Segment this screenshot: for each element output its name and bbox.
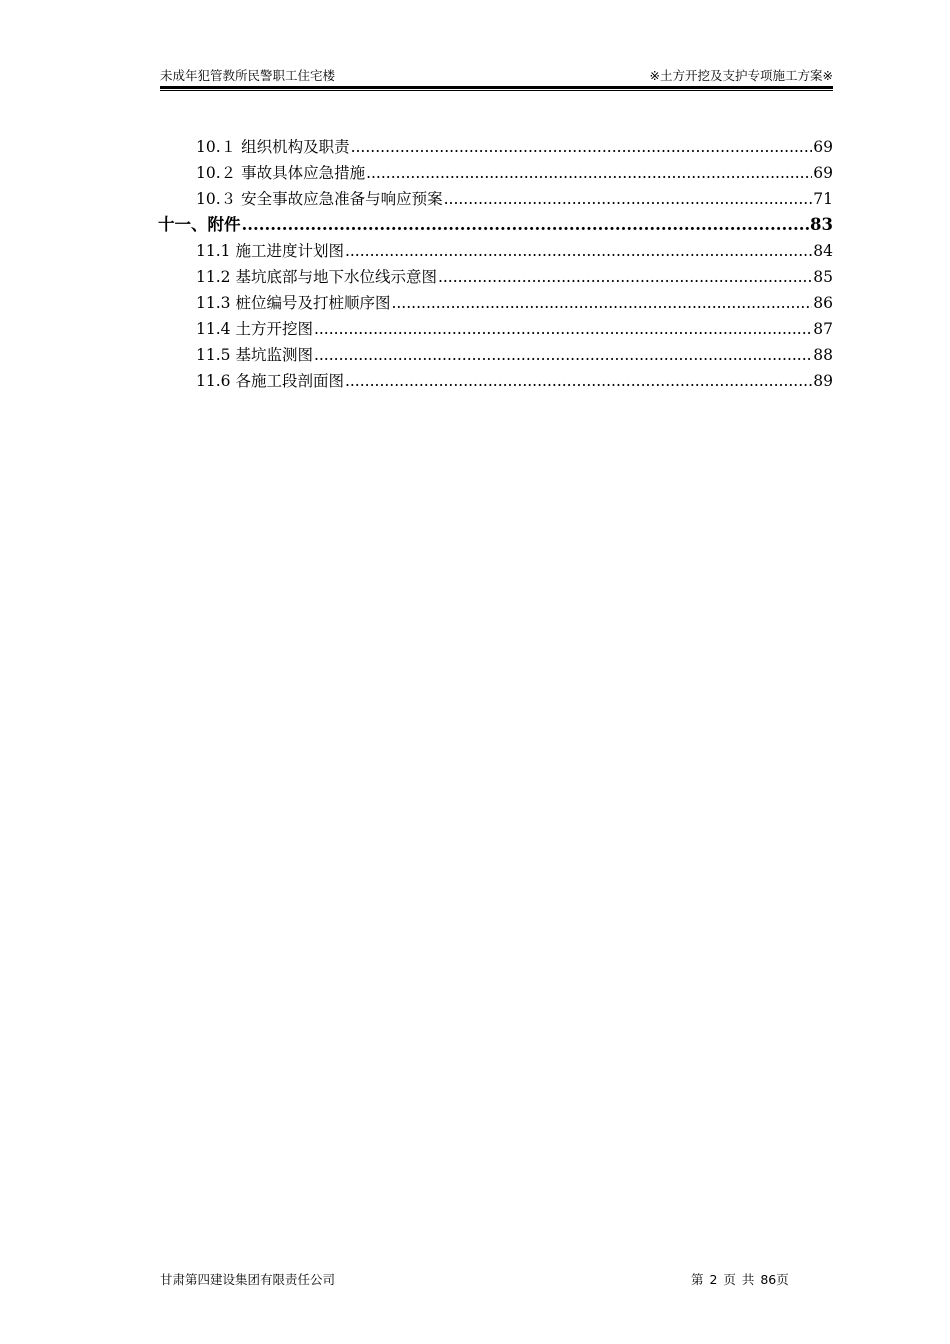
toc-entry-title: 十一、附件 <box>158 215 241 234</box>
toc-entry-title: 11.5 基坑监测图 <box>196 346 313 364</box>
toc-entry-page: 88 <box>813 346 833 364</box>
toc-entry-page: 89 <box>813 372 833 390</box>
toc-entry-page: 69 <box>813 164 833 182</box>
footer-page-number: 第 2 页 共 86页 <box>691 1272 789 1287</box>
toc-entry-page: 71 <box>813 190 833 208</box>
toc-leader-dots <box>438 264 812 290</box>
toc-entry-title: 10.２ 事故具体应急措施 <box>196 164 366 182</box>
toc-leader-dots <box>351 134 813 160</box>
header-project-name: 未成年犯管教所民警职工住宅楼 <box>160 68 336 83</box>
toc-entry[interactable] <box>158 186 833 212</box>
toc-entry[interactable] <box>158 238 833 264</box>
page-footer <box>160 1268 833 1290</box>
toc-leader-dots <box>444 186 813 212</box>
toc-entry[interactable] <box>158 342 833 368</box>
toc-entry-page: 85 <box>813 268 833 286</box>
toc-entry[interactable] <box>158 160 833 186</box>
toc-entry-page: 84 <box>813 242 833 260</box>
toc-entry-title: 11.6 各施工段剖面图 <box>196 372 344 390</box>
toc-entry[interactable] <box>158 134 833 160</box>
toc-entry[interactable] <box>158 290 833 316</box>
toc-leader-dots <box>242 212 810 238</box>
header-divider-thin <box>160 90 833 91</box>
toc-leader-dots <box>345 238 812 264</box>
toc-entry-page: 86 <box>813 294 833 312</box>
toc-entry-title: 11.3 桩位编号及打桩顺序图 <box>196 294 391 312</box>
toc-entry-title: 11.1 施工进度计划图 <box>196 242 344 260</box>
toc-entry-title: 10.１ 组织机构及职责 <box>196 138 350 156</box>
toc-entry[interactable] <box>158 368 833 394</box>
toc-leader-dots <box>314 342 812 368</box>
toc-leader-dots <box>345 368 812 394</box>
toc-leader-dots <box>391 290 812 316</box>
table-of-contents <box>158 134 833 394</box>
toc-entry[interactable] <box>158 264 833 290</box>
toc-entry-page: 83 <box>810 215 833 234</box>
header-divider <box>160 86 833 89</box>
footer-company-name: 甘肃第四建设集团有限责任公司 <box>160 1272 336 1287</box>
toc-entry-title: 11.4 土方开挖图 <box>196 320 313 338</box>
toc-leader-dots <box>366 160 812 186</box>
toc-entry-page: 69 <box>813 138 833 156</box>
toc-chapter-entry[interactable] <box>158 212 833 238</box>
toc-entry-title: 10.３ 安全事故应急准备与响应预案 <box>196 190 443 208</box>
toc-entry[interactable] <box>158 316 833 342</box>
toc-entry-page: 87 <box>813 320 833 338</box>
header-document-title: ※土方开挖及支护专项施工方案※ <box>649 68 833 83</box>
toc-entry-title: 11.2 基坑底部与地下水位线示意图 <box>196 268 437 286</box>
page-header <box>160 64 833 86</box>
toc-leader-dots <box>314 316 812 342</box>
